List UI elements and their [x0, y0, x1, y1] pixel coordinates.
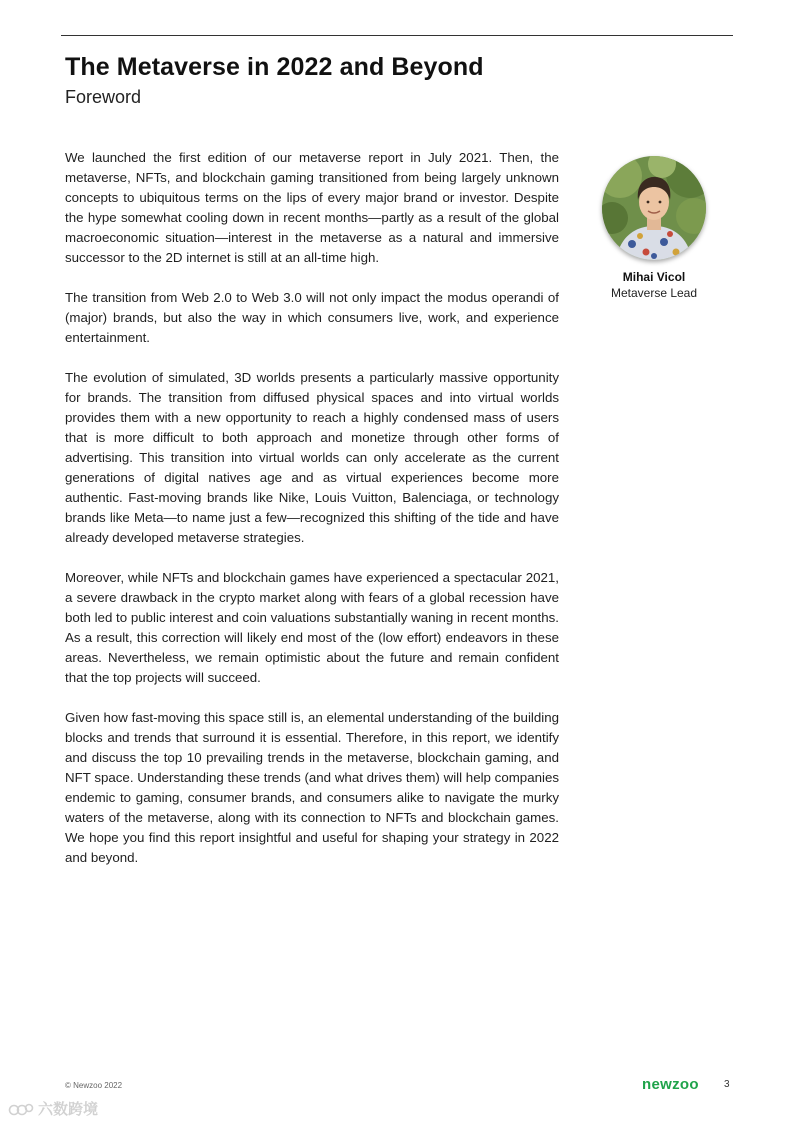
header-rule	[61, 35, 733, 36]
newzoo-logo: newzoo	[642, 1076, 699, 1093]
page-subtitle: Foreword	[65, 87, 142, 107]
paragraph-3: The evolution of simulated, 3D worlds presents a particularly massive opportunity for brands. The transition from diffused physical spaces and into virtual worlds provides them with a new opportunity to reach a highly condensed mass of users that is more difficult to both approach and monetize through other forms of advertising. This transition into virtual worlds can only accelerate as the current generations of digital natives age and as virtual experiences become more authentic. Fast-moving brands like Nike, Louis Vuitton, Balenciaga, or technology brands like Meta—to name just a few—recognized this shifting of the tide and have already developed metaverse strategies.	[65, 370, 559, 545]
paragraph-1: We launched the first edition of our metaverse report in July 2021. Then, the metaverse, NFTs, and blockchain gaming transitioned from being largely unknown concepts to ubiquitous terms on the lips of every major brand or investor. Despite the hype somewhat cooling down in recent months—partly as a result of the global macroeconomic situation—interest in the metaverse as a natural and immersive successor to the 2D internet is still at an all-time high.	[65, 150, 559, 265]
page-number: 3	[724, 1079, 730, 1090]
watermark-text: 六数跨境	[38, 1101, 99, 1118]
copyright-notice: © Newzoo 2022	[65, 1081, 123, 1090]
watermark	[8, 1098, 98, 1119]
paragraph-5: Given how fast-moving this space still is, an elemental understanding of the building blocks and trends that surround it is essential. Therefore, in this report, we identify and discuss the top 10 prevailing trends in the metaverse, blockchain gaming, and NFT space. Understanding these trends (and what drives them) will help companies endemic to gaming, consumer brands, and consumers alike to navigate the murky waters of the metaverse, along with its connection to NFTs and blockchain games. We hope you find this report insightful and useful for shaping your strategy in 2022 and beyond.	[65, 710, 559, 865]
paragraph-4: Moreover, while NFTs and blockchain games have experienced a spectacular 2021, a severe drawback in the crypto market along with fears of a global recession have both led to public interest and coin valuations substantially waning in recent months. As a result, this correction will likely end most of the (low effort) endeavors in these areas. Nevertheless, we remain optimistic about the future and remain confident that the top projects will succeed.	[65, 570, 559, 685]
author-card	[596, 156, 712, 300]
author-role: Metaverse Lead	[610, 286, 698, 300]
author-portrait-photo	[602, 156, 706, 260]
author-name: Mihai Vicol	[622, 270, 686, 284]
foreword-body	[65, 148, 559, 888]
watermark-logo-icon	[8, 1101, 34, 1117]
paragraph-2: The transition from Web 2.0 to Web 3.0 will not only impact the modus operandi of (major) brands, but also the way in which consumers live, work, and experience entertainment.	[65, 290, 559, 345]
page-title: The Metaverse in 2022 and Beyond	[65, 53, 484, 81]
